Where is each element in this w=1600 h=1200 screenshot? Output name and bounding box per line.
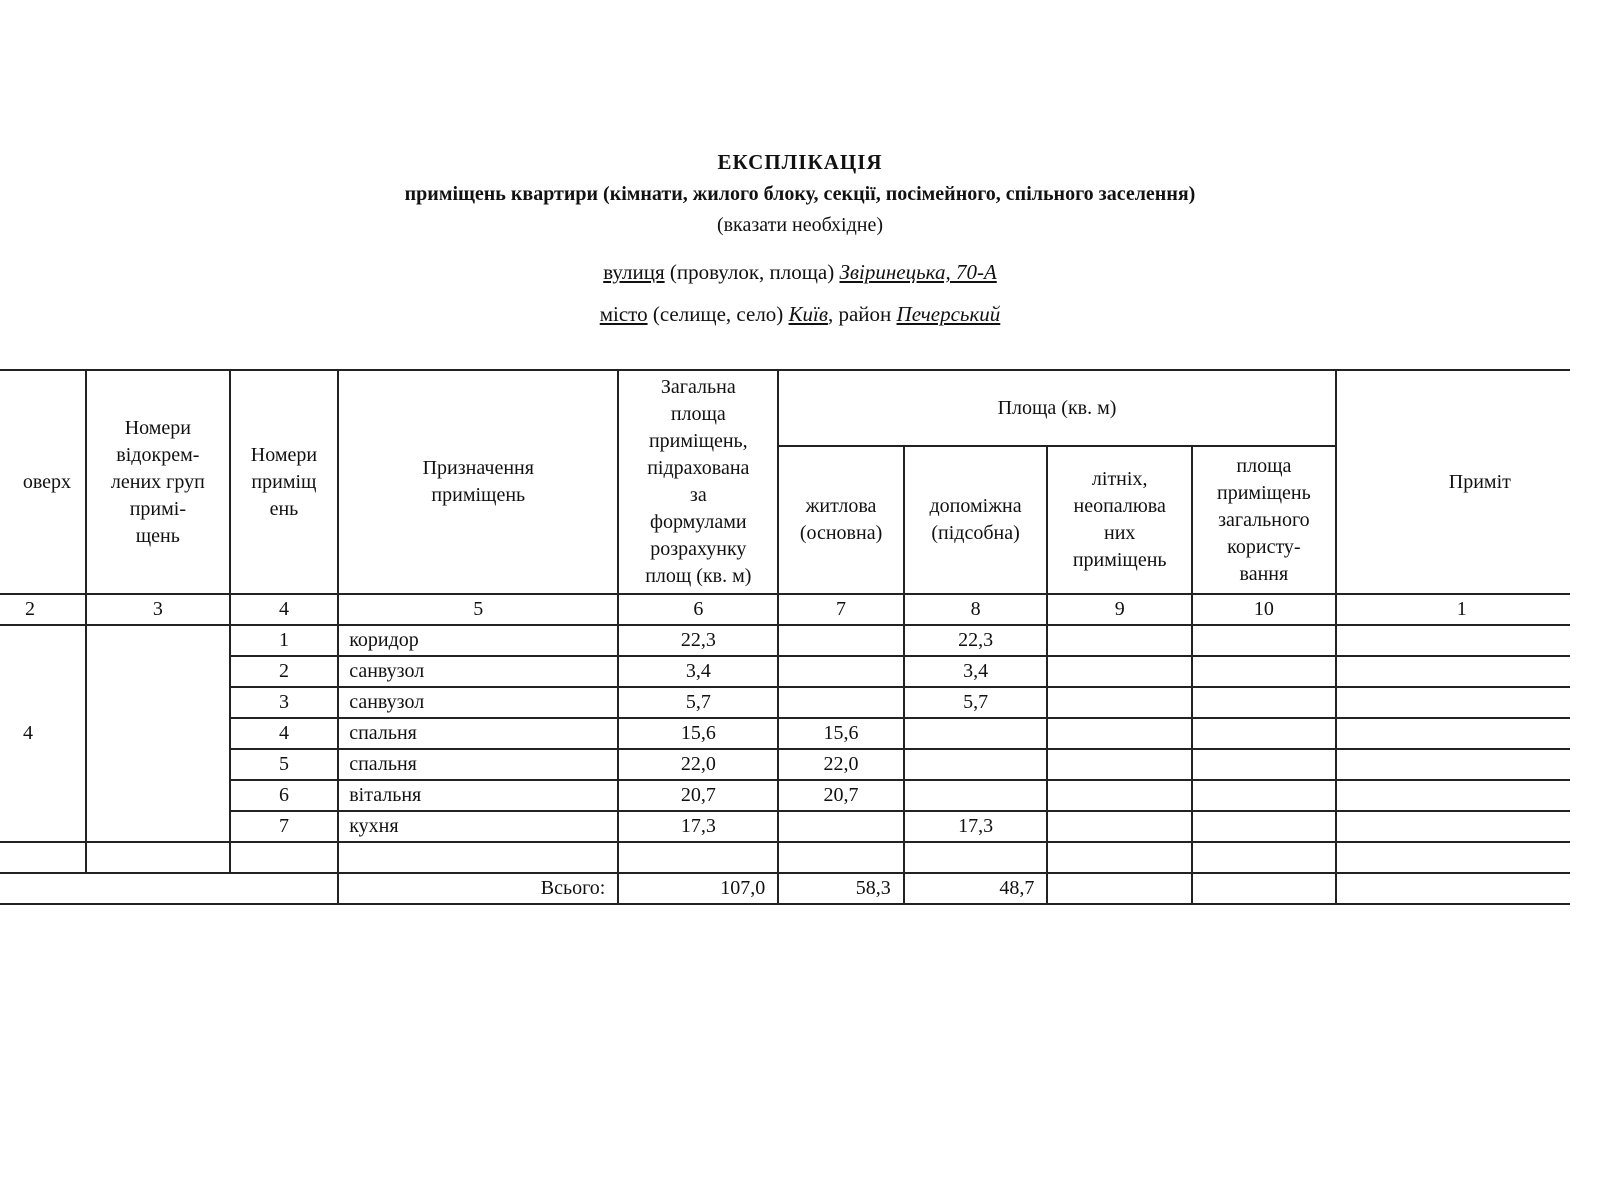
room-total-area: 5,7 [618, 687, 778, 718]
header-purpose: Призначення приміщень [338, 370, 618, 594]
table-row [0, 718, 1570, 749]
totals-total-area: 107,0 [618, 873, 778, 904]
header-floor: оверх [0, 370, 86, 594]
room-purpose: спальня [338, 749, 618, 780]
room-living-area [778, 656, 903, 687]
column-number: 3 [86, 594, 230, 625]
room-common-area [1192, 625, 1336, 656]
room-living-area: 22,0 [778, 749, 903, 780]
room-summer-area [1047, 811, 1192, 842]
room-notes [1336, 749, 1570, 780]
column-number: 4 [230, 594, 339, 625]
header-groups: Номери відокрем- лених груп примі- щень [86, 370, 230, 594]
room-summer-area [1047, 656, 1192, 687]
room-total-area: 15,6 [618, 718, 778, 749]
room-aux-area: 3,4 [904, 656, 1048, 687]
empty-cell [904, 842, 1048, 873]
room-notes [1336, 718, 1570, 749]
room-number: 2 [230, 656, 339, 687]
column-number: 7 [778, 594, 903, 625]
room-living-area: 15,6 [778, 718, 903, 749]
room-common-area [1192, 780, 1336, 811]
header-room-numbers: Номери приміщ ень [230, 370, 339, 594]
city-line [0, 302, 1600, 327]
city-prefix: місто [599, 302, 648, 326]
empty-cell [0, 842, 86, 873]
street-mid: (провулок, площа) [664, 260, 840, 284]
room-common-area [1192, 811, 1336, 842]
room-living-area: 20,7 [778, 780, 903, 811]
column-number: 1 [1336, 594, 1570, 625]
header-summer: літніх, неопалюва них приміщень [1047, 446, 1192, 594]
totals-notes [1336, 873, 1570, 904]
room-living-area [778, 811, 903, 842]
room-living-area [778, 625, 903, 656]
room-number: 1 [230, 625, 339, 656]
table-row [0, 749, 1570, 780]
table-row [0, 625, 1570, 656]
room-notes [1336, 687, 1570, 718]
room-total-area: 22,3 [618, 625, 778, 656]
totals-common-area [1192, 873, 1336, 904]
empty-cell [778, 842, 903, 873]
room-common-area [1192, 687, 1336, 718]
column-number: 5 [338, 594, 618, 625]
room-aux-area [904, 780, 1048, 811]
room-notes [1336, 811, 1570, 842]
room-summer-area [1047, 780, 1192, 811]
totals-living-area: 58,3 [778, 873, 903, 904]
room-purpose: коридор [338, 625, 618, 656]
explication-table [0, 369, 1570, 905]
room-aux-area [904, 749, 1048, 780]
document-title: ЕКСПЛІКАЦІЯ [717, 150, 883, 174]
header-area-group: Площа (кв. м) [778, 370, 1335, 446]
room-common-area [1192, 718, 1336, 749]
totals-summer-area [1047, 873, 1192, 904]
district-label: , район [827, 302, 897, 326]
header-total-area: Загальна площа приміщень, підрахована за формулами розрахунку площ (кв. м) [618, 370, 778, 594]
room-aux-area: 5,7 [904, 687, 1048, 718]
header-living: житлова (основна) [778, 446, 903, 594]
header-common: площа приміщень загального користу- вання [1192, 446, 1336, 594]
room-number: 6 [230, 780, 339, 811]
column-number: 6 [618, 594, 778, 625]
table-row [0, 687, 1570, 718]
room-notes [1336, 625, 1570, 656]
table-row [0, 780, 1570, 811]
empty-cell [1047, 842, 1192, 873]
empty-cell [618, 842, 778, 873]
room-aux-area: 22,3 [904, 625, 1048, 656]
street-prefix: вулиця [603, 260, 665, 284]
city-mid: (селище, село) [647, 302, 789, 326]
room-notes [1336, 656, 1570, 687]
column-number: 10 [1192, 594, 1336, 625]
column-number: 9 [1047, 594, 1192, 625]
room-purpose: кухня [338, 811, 618, 842]
city-value: Київ [788, 302, 828, 326]
room-total-area: 20,7 [618, 780, 778, 811]
totals-label: Всього: [338, 873, 618, 904]
room-summer-area [1047, 749, 1192, 780]
room-aux-area [904, 718, 1048, 749]
room-purpose: спальня [338, 718, 618, 749]
room-number: 4 [230, 718, 339, 749]
column-number: 8 [904, 594, 1048, 625]
empty-cell [1192, 842, 1336, 873]
totals-aux-area: 48,7 [904, 873, 1048, 904]
room-number: 5 [230, 749, 339, 780]
room-common-area [1192, 656, 1336, 687]
table-row [0, 656, 1570, 687]
totals-row [0, 873, 1570, 904]
room-aux-area: 17,3 [904, 811, 1048, 842]
room-summer-area [1047, 625, 1192, 656]
room-summer-area [1047, 718, 1192, 749]
street-value: Звіринецька, 70-А [839, 260, 997, 284]
table-row [0, 811, 1570, 842]
room-living-area [778, 687, 903, 718]
room-summer-area [1047, 687, 1192, 718]
room-total-area: 3,4 [618, 656, 778, 687]
room-number: 3 [230, 687, 339, 718]
empty-cell [230, 842, 339, 873]
group-number-cell [86, 625, 230, 842]
totals-spacer [0, 873, 338, 904]
column-number: 2 [0, 594, 86, 625]
empty-cell [86, 842, 230, 873]
district-value: Печерський [896, 302, 1001, 326]
empty-cell [338, 842, 618, 873]
empty-cell [1336, 842, 1570, 873]
document-note: (вказати необхідне) [716, 214, 884, 236]
room-purpose: санвузол [338, 687, 618, 718]
room-total-area: 22,0 [618, 749, 778, 780]
room-purpose: вітальня [338, 780, 618, 811]
document-subtitle: приміщень квартири (кімнати, жилого блоку, секції, посімейного, спільного заселення) [404, 183, 1196, 205]
street-line [0, 260, 1600, 285]
room-common-area [1192, 749, 1336, 780]
room-notes [1336, 780, 1570, 811]
empty-row [0, 842, 1570, 873]
header-notes: Приміт [1336, 370, 1570, 594]
column-number-row [0, 594, 1570, 625]
floor-value: 4 [0, 625, 86, 842]
room-purpose: санвузол [338, 656, 618, 687]
header-auxiliary: допоміжна (підсобна) [904, 446, 1048, 594]
room-number: 7 [230, 811, 339, 842]
room-total-area: 17,3 [618, 811, 778, 842]
